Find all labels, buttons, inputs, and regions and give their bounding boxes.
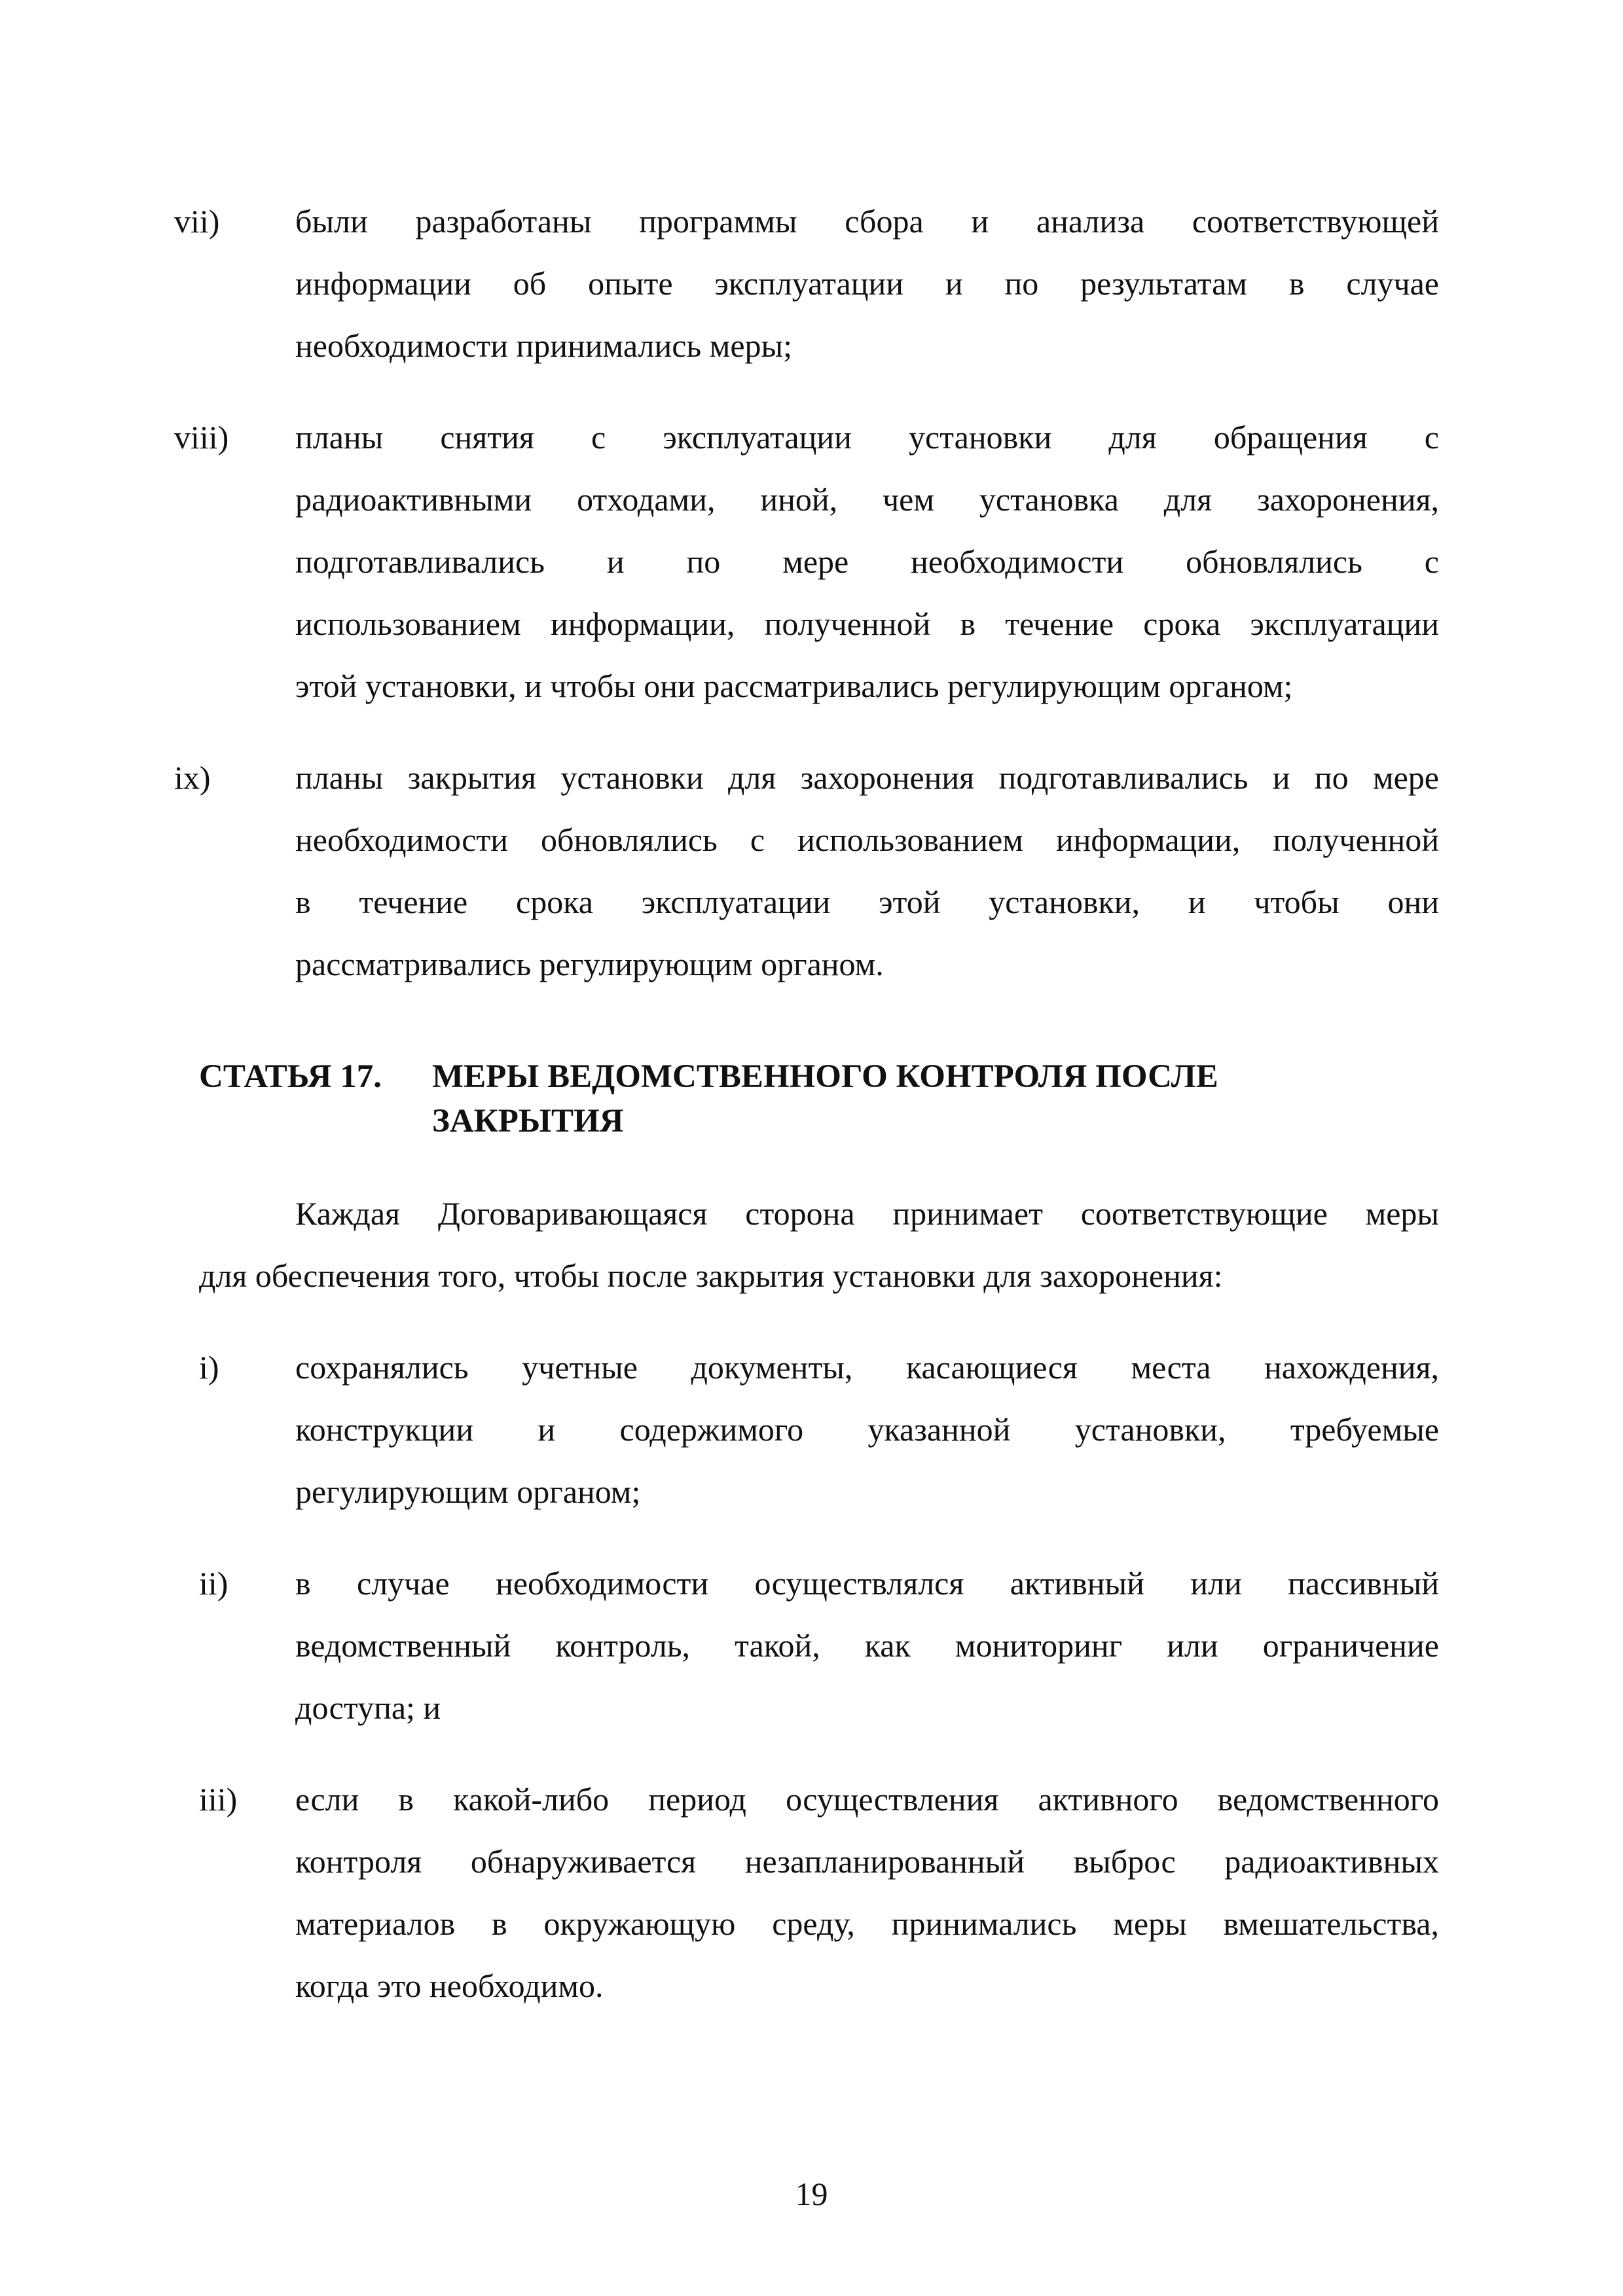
list-item: [0, 1552, 1623, 1739]
list-item-label: ii): [199, 1565, 228, 1602]
text-line: информации об опыте эксплуатации и по результатам в случае: [295, 265, 1439, 302]
list-item-text: [295, 747, 1439, 996]
text-line: в случае необходимости осуществлялся активный или пассивный: [295, 1565, 1439, 1602]
list-item: [0, 190, 1623, 377]
text-line: подготавливались и по мере необходимости обновлялись с: [295, 543, 1439, 580]
article-heading: [199, 1054, 1623, 1143]
list-item-label: ix): [174, 759, 211, 796]
text-line: в течение срока эксплуатации этой установки, и чтобы они: [295, 884, 1439, 920]
text-line: этой установки, и чтобы они рассматривались регулирующим органом;: [295, 668, 1293, 704]
list-item-text: [295, 190, 1439, 377]
text-line: планы снятия с эксплуатации установки для обращения с: [295, 419, 1439, 456]
paragraph-line: Каждая Договаривающаяся сторона принимает соответствующие меры: [295, 1195, 1439, 1232]
text-line: материалов в окружающую среду, принимались меры вмешательства,: [295, 1905, 1439, 1942]
article-title-line: МЕРЫ ВЕДОМСТВЕННОГО КОНТРОЛЯ ПОСЛЕ: [432, 1058, 1218, 1095]
text-line: использованием информации, полученной в течение срока эксплуатации: [295, 605, 1439, 642]
page-content: [0, 190, 1623, 2047]
article-title: [432, 1054, 1623, 1143]
text-line: ведомственный контроль, такой, как мониторинг или ограничение: [295, 1627, 1439, 1664]
text-line: необходимости принимались меры;: [295, 327, 793, 364]
article-16-list: [0, 190, 1623, 996]
paragraph-line: для обеспечения того, чтобы после закрытия установки для захоронения:: [199, 1257, 1223, 1294]
list-item: [0, 406, 1623, 717]
list-item-label: vii): [174, 203, 220, 240]
list-item-label: iii): [199, 1781, 238, 1818]
intro-paragraph: [199, 1183, 1439, 1307]
list-item-label: i): [199, 1349, 219, 1386]
text-line: необходимости обновлялись с использованием информации, полученной: [295, 821, 1439, 858]
list-item: [0, 1336, 1623, 1523]
text-line: рассматривались регулирующим органом.: [295, 946, 884, 982]
list-item-text: [295, 1768, 1439, 2017]
text-line: конструкции и содержимого указанной установки, требуемые: [295, 1411, 1439, 1448]
text-line: регулирующим органом;: [295, 1473, 641, 1510]
text-line: были разработаны программы сбора и анализа соответствующей: [295, 203, 1439, 240]
list-item-text: [295, 406, 1439, 717]
text-line: планы закрытия установки для захоронения подготавливались и по мере: [295, 759, 1439, 796]
list-item: [0, 747, 1623, 996]
text-line: когда это необходимо.: [295, 1967, 604, 2004]
list-item: [0, 1768, 1623, 2017]
list-item-text: [295, 1336, 1439, 1523]
page-number: 19: [795, 2176, 828, 2212]
text-line: контроля обнаруживается незапланированный выброс радиоактивных: [295, 1843, 1439, 1880]
text-line: доступа; и: [295, 1689, 441, 1726]
article-number: СТАТЬЯ 17.: [199, 1058, 382, 1095]
list-item-text: [295, 1552, 1439, 1739]
text-line: сохранялись учетные документы, касающиеся места нахождения,: [295, 1349, 1439, 1386]
article-17-list: [0, 1336, 1623, 2017]
text-line: если в какой-либо период осуществления активного ведомственного: [295, 1781, 1439, 1818]
article-title-line: ЗАКРЫТИЯ: [432, 1103, 624, 1139]
text-line: радиоактивными отходами, иной, чем установка для захоронения,: [295, 481, 1439, 518]
list-item-label: viii): [174, 419, 229, 456]
